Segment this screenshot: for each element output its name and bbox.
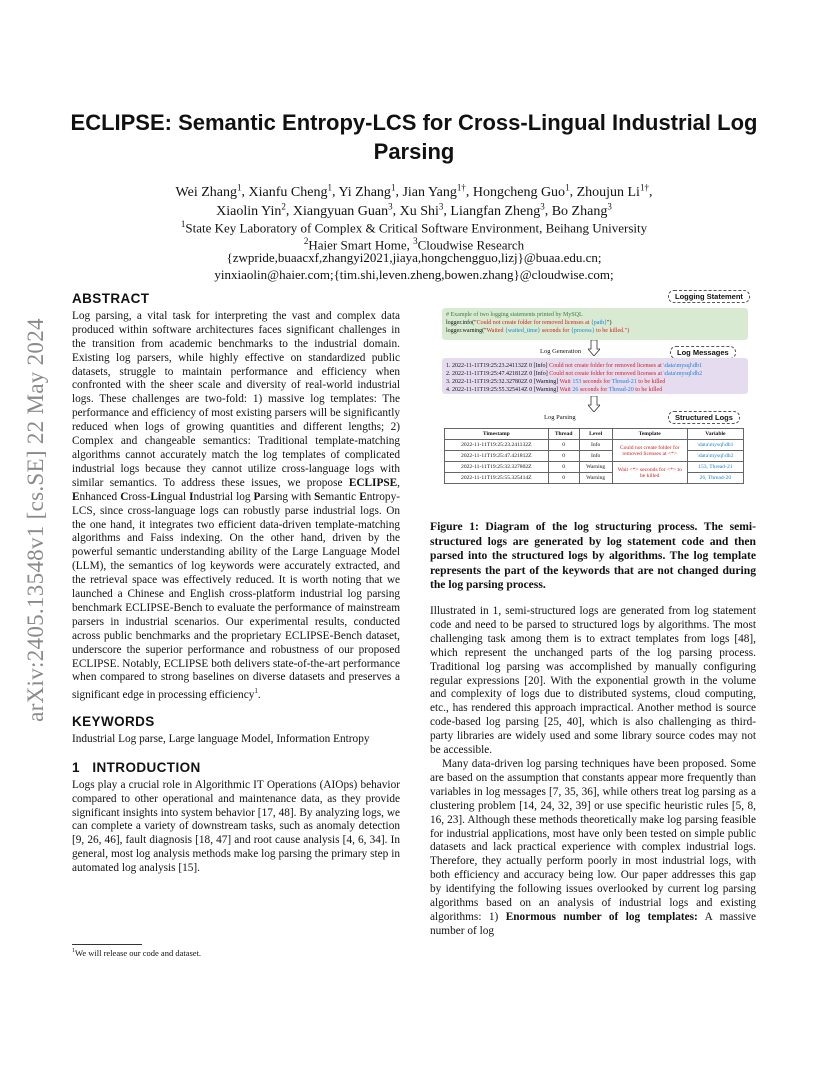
table-row bbox=[445, 473, 744, 484]
footnote: $^1$We will release our code and dataset. bbox=[72, 948, 202, 958]
cell-timestamp: 2022-11-11T19:25:23.241132Z bbox=[445, 440, 549, 451]
statement-line-2: logger.warning("Waited {waited_time} seconds for {process} to be killed.") bbox=[446, 328, 630, 334]
log-parsing-step: Log Parsing bbox=[544, 414, 576, 421]
log-messages-label: Log Messages bbox=[670, 346, 736, 359]
introduction-text: Logs play a crucial role in Algorithmic IT Operations (AIOps) behavior compared to other operational and maintenance data, as they provide significant insights into system behavior [17, 48]. By analyzing logs, we can complete a variety of downstream tasks, such as anomaly detection [9, 26, 46], fault diagnosis [18, 47] and root cause analysis [4, 6, 34]. In general, most log analysis methods make log parsing the primary step in automated log analysis [15]. bbox=[72, 778, 400, 875]
log-message: 3. 2022-11-11T19:25:32.327802Z 0 [Warning] Wait 153 seconds for Thread-21 to be killed bbox=[446, 379, 666, 385]
statement-comment: # Example of two logging statements printed by MySQL bbox=[446, 312, 583, 318]
cell-thread: 0 bbox=[548, 451, 579, 462]
abstract-text: Log parsing, a vital task for interpreting the vast and complex data produced within software architectures faces significant challenges in the transition from academic benchmarks to the industrial domain. Existing log parsers, while highly effective on standardized public datasets, struggle to maintain performance and efficiency when confronted with the sheer scale and diversity of real-world industrial logs. These challenges are two-fold: 1) massive log templates: The performance and efficiency of most existing parsers will be significantly reduced when logs of growing quantities and different lengths; 2) Complex and changeable semantics: Traditional template-matching algorithms cannot accurately match the log templates of complicated industrial logs because they cannot utilize cross-language logs with similar semantics. To address these issues, we propose ECLIPSE, Enhanced Cross-Lingual Industrial log Parsing with Semantic Entropy-LCS, since cross-language logs can robustly parse industrial logs. On the one hand, it integrates two efficient data-driven template-matching algorithms and Faiss indexing. On the other hand, driven by the powerful semantic understanding ability of the Large Language Model (LLM), the semantics of log keywords were accurately extracted, and the retrieval space was effectively reduced. It is worth noting that we launched a Chinese and English cross-platform industrial log parsing benchmark ECLIPSE-Bench to evaluate the performance of mainstream parsers in industrial scenarios. Our experimental results, conducted across public benchmarks and the proprietary ECLIPSE-Bench dataset, underscore the superior performance and robustness of our proposed ECLIPSE. Notably, ECLIPSE both delivers state-of-the-art performance when compared to strong baselines on diverse datasets and preserves a significant edge in processing efficiency$^1$. bbox=[72, 309, 400, 702]
column-header: Variable bbox=[687, 429, 743, 440]
cell-variable: 26, Thread-20 bbox=[687, 473, 743, 484]
author: Xianfu Cheng$^1$ bbox=[248, 182, 332, 200]
email-line-2: yinxiaolin@haier.com;{tim.shi,leven.zheng,bowen.zhang}@cloudwise.com; bbox=[214, 267, 614, 282]
column-header: Timestamp bbox=[445, 429, 549, 440]
cell-thread: 0 bbox=[548, 440, 579, 451]
structured-logs-table bbox=[444, 428, 744, 484]
figure-caption: Figure 1: Diagram of the log structuring process. The semi-structured logs are generated by log statement code and then parsed into the structured logs by algorithms. The log template represents the part of the keywords that are not changed during the log parsing process. bbox=[430, 520, 756, 592]
cell-thread: 0 bbox=[548, 473, 579, 484]
column-header: Template bbox=[612, 429, 687, 440]
author: Yi Zhang$^1$ bbox=[338, 182, 396, 200]
author: Xiaolin Yin$^2$ bbox=[216, 201, 286, 219]
author: Jian Yang$^{1\dagger}$ bbox=[402, 182, 466, 200]
column-header: Thread bbox=[548, 429, 579, 440]
right-column bbox=[430, 605, 756, 939]
log-message: 2. 2022-11-11T19:25:47.421812Z 0 [Info] Could not create folder for removed licenses at \data\mysql\db2 bbox=[446, 371, 703, 377]
table-row bbox=[445, 451, 744, 462]
keywords-text: Industrial Log parse, Large language Model, Information Entropy bbox=[72, 732, 370, 745]
cell-level: Warning bbox=[579, 462, 612, 473]
author: Zhoujun $Li^{1\dagger}$ bbox=[576, 182, 649, 200]
column-header: Level bbox=[579, 429, 612, 440]
cell-level: Warning bbox=[579, 473, 612, 484]
footnote-rule bbox=[72, 944, 142, 945]
introduction-heading: 1 INTRODUCTION bbox=[72, 759, 201, 775]
log-message: 1. 2022-11-11T19:25:23.241132Z 0 [Info] Could not create folder for removed licenses at \data\mysql\db1 bbox=[446, 363, 702, 369]
paragraph: Illustrated in 1, semi-structured logs are generated from log statement code and need to be parsed to structured logs by algorithms. The most challenging task among them is to extract templates from logs [48], which represent the unchanged parts of the log parsing process. Traditional log parsing was accomplished by manually configuring regular expressions [20]. With the exponential growth in the volume and complexity of logs due to distributed systems, cloud computing, etc., has rendered this approach impractical. Another method is source code-based log parsing [25, 40], which is also challenging as third-party libraries are widely used and some library source codes may not be accessible. bbox=[430, 605, 756, 757]
cell-thread: 0 bbox=[548, 462, 579, 473]
cell-variable: 153, Thread-21 bbox=[687, 462, 743, 473]
log-message: 4. 2022-11-11T19:25:55.325414Z 0 [Warning] Wait 26 seconds for Thread-20 to be killed bbox=[446, 387, 663, 393]
affiliation-1: $^1$State Key Laboratory of Complex & Critical Software Environment, Beihang University bbox=[180, 219, 648, 236]
cell-timestamp: 2022-11-11T19:25:32.327802Z bbox=[445, 462, 549, 473]
arxiv-id-text: arXiv:2405.13548v1 [cs.SE] 22 May 2024 bbox=[23, 318, 48, 722]
author-line-1: Wei Zhang$^1$, Xianfu Cheng$^1$, Yi Zhang$^1$, Jian Yang$^{1\dagger}$, Hongcheng Guo$^1$, Zhoujun $Li^{1\dagger}$, bbox=[175, 182, 653, 200]
affiliation-2: $^2$Haier Smart Home, $^3$Cloudwise Research bbox=[303, 236, 525, 253]
cell-variable: \data\mysql\db2 bbox=[687, 451, 743, 462]
cell-timestamp: 2022-11-11T19:25:55.325414Z bbox=[445, 473, 549, 484]
structured-logs-label: Structured Logs bbox=[668, 411, 740, 424]
down-arrow-icon bbox=[588, 340, 600, 356]
abstract-heading: ABSTRACT bbox=[72, 291, 150, 306]
author: Hongcheng Guo$^1$ bbox=[472, 182, 570, 200]
author: Bo Zhang$^3$ bbox=[551, 201, 612, 219]
cell-timestamp: 2022-11-11T19:25:47.421812Z bbox=[445, 451, 549, 462]
statement-line-1: logger.info("Could not create folder for removed licenses at {path}") bbox=[446, 320, 612, 326]
arxiv-identifier bbox=[22, 270, 50, 770]
author-line-2: Xiaolin Yin$^2$, Xiangyuan Guan$^3$, Xu Shi$^3$, Liangfan Zheng$^3$, Bo Zhang$^3$ bbox=[216, 201, 612, 219]
cell-template: Wait <*> seconds for <*> to be killed bbox=[612, 462, 687, 484]
logging-statement-label: Logging Statement bbox=[668, 290, 750, 303]
table-row bbox=[445, 440, 744, 451]
cell-level: Info bbox=[579, 451, 612, 462]
author: Liangfan Zheng$^3$ bbox=[450, 201, 545, 219]
cell-level: Info bbox=[579, 440, 612, 451]
email-line-1: {zwpride,buaacxf,zhangyi2021,jiaya,hongchengguo,lizj}@buaa.edu.cn; bbox=[226, 250, 602, 265]
author: Xiangyuan Guan$^3$ bbox=[292, 201, 393, 219]
paper-title: ECLIPSE: Semantic Entropy-LCS for Cross-Lingual Industrial Log Parsing bbox=[70, 110, 758, 164]
paragraph: Many data-driven log parsing techniques have been proposed. Some are based on the assumption that constants appear more frequently than variables in log messages [7, 35, 36], while others treat log parsing as a clustering problem [14, 24, 32, 39] or use specific heuristic rules [5, 8, 16, 23]. Although these methods theoretically make log parsing feasible for industrial applications, most have only been tested on simple public datasets and lack practical experience with complex industrial logs. Therefore, they actually perform poorly in most industrial logs, with both efficiency and accuracy being low. Our paper addresses this gap by identifying the following issues overlooked by current log parsing algorithms based on an analysis of industrial logs and existing algorithms: 1) Enormous number of log templates: A massive number of log bbox=[430, 757, 756, 937]
table-row bbox=[445, 462, 744, 473]
table-header-row bbox=[445, 429, 744, 440]
author: Xu Shi$^3$ bbox=[399, 201, 444, 219]
cell-variable: \data\mysql\db1 bbox=[687, 440, 743, 451]
log-generation-step: Log Generation bbox=[540, 348, 581, 355]
author: Wei Zhang$^1$ bbox=[175, 182, 242, 200]
down-arrow-icon bbox=[588, 396, 600, 412]
keywords-heading: KEYWORDS bbox=[72, 714, 155, 730]
cell-template: Could not create folder for removed licenses at <*> bbox=[612, 440, 687, 462]
left-column bbox=[72, 292, 400, 876]
figure-1 bbox=[436, 290, 756, 510]
